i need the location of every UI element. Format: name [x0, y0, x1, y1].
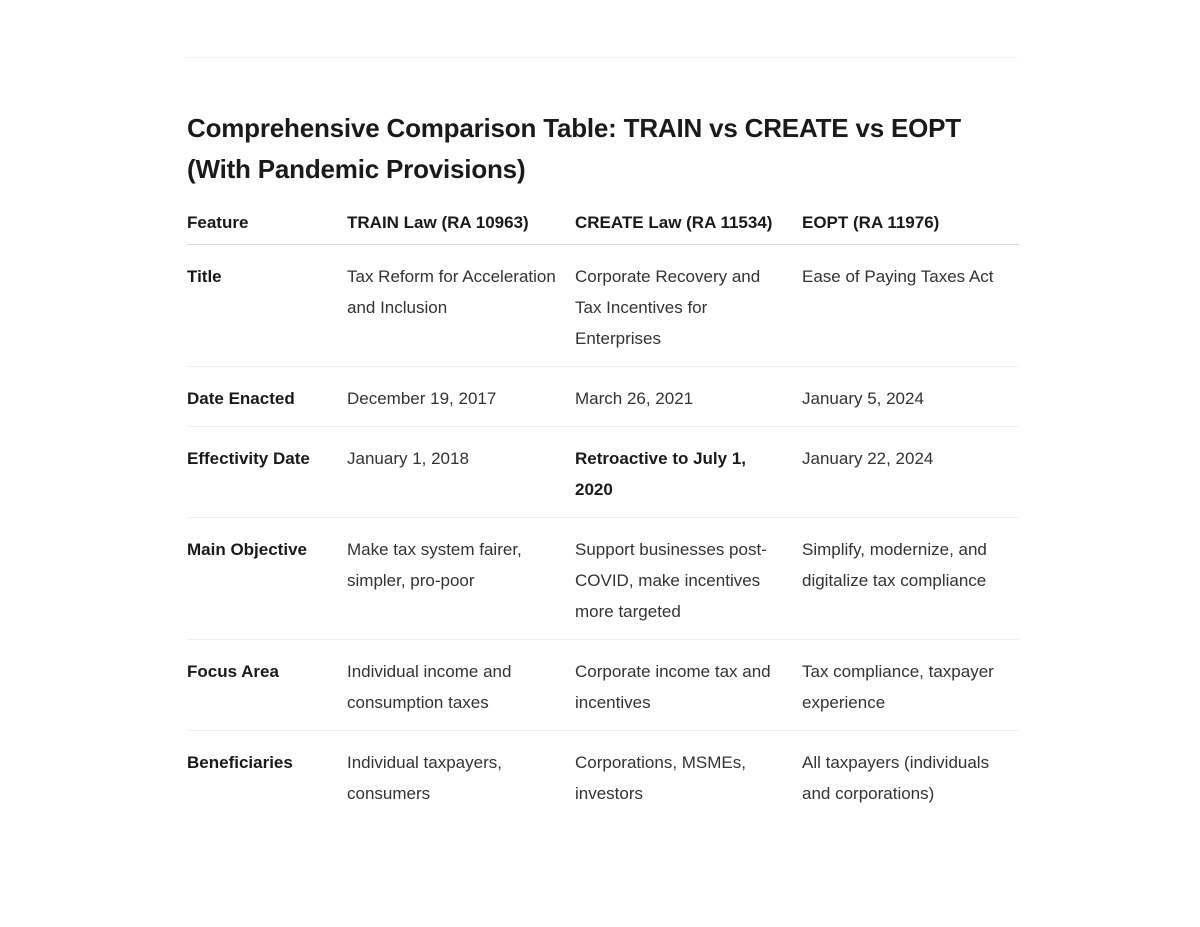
cell-eopt: Tax compliance, taxpayer experience [802, 640, 1019, 731]
header-train: TRAIN Law (RA 10963) [347, 212, 575, 245]
table-row [187, 367, 1019, 427]
table-row [187, 640, 1019, 731]
cell-train: Make tax system fairer, simpler, pro-poor [347, 518, 575, 640]
top-divider [187, 57, 1017, 58]
title-line-2: (With Pandemic Provisions) [187, 154, 526, 184]
cell-create: Corporate income tax and incentives [575, 640, 802, 731]
cell-train: Tax Reform for Acceleration and Inclusion [347, 245, 575, 367]
cell-create: Corporate Recovery and Tax Incentives for Enterprises [575, 245, 802, 367]
cell-create: March 26, 2021 [575, 367, 802, 427]
comparison-table [187, 212, 1019, 821]
row-feature: Focus Area [187, 640, 347, 731]
header-create: CREATE Law (RA 11534) [575, 212, 802, 245]
cell-eopt: All taxpayers (individuals and corporations) [802, 753, 990, 803]
row-feature: Main Objective [187, 518, 347, 640]
cell-create: Retroactive to July 1, 2020 [575, 427, 802, 518]
header-feature: Feature [187, 212, 347, 245]
row-feature: Title [187, 245, 347, 367]
cell-train: Individual taxpayers, consumers [347, 753, 502, 803]
document-body [187, 108, 1019, 821]
cell-eopt: Simplify, modernize, and digitalize tax compliance [802, 518, 1019, 640]
cell-eopt: Ease of Paying Taxes Act [802, 245, 1019, 367]
row-feature: Beneficiaries [187, 753, 293, 772]
row-feature: Effectivity Date [187, 427, 347, 518]
table-row [187, 731, 1019, 822]
cell-train: December 19, 2017 [347, 367, 575, 427]
cell-eopt: January 5, 2024 [802, 367, 1019, 427]
table-row [187, 518, 1019, 640]
title-line-1: Comprehensive Comparison Table: TRAIN vs CREATE vs EOPT [187, 113, 961, 143]
cell-eopt: January 22, 2024 [802, 427, 1019, 518]
page-title [187, 108, 1019, 190]
row-feature: Date Enacted [187, 367, 347, 427]
table-header-row [187, 212, 1019, 245]
cell-train: January 1, 2018 [347, 427, 575, 518]
table-row [187, 245, 1019, 367]
table-row [187, 427, 1019, 518]
header-eopt: EOPT (RA 11976) [802, 212, 1019, 245]
cell-create: Support businesses post-COVID, make incentives more targeted [575, 518, 802, 640]
cell-train: Individual income and consumption taxes [347, 640, 575, 731]
cell-create: Corporations, MSMEs, investors [575, 753, 746, 803]
